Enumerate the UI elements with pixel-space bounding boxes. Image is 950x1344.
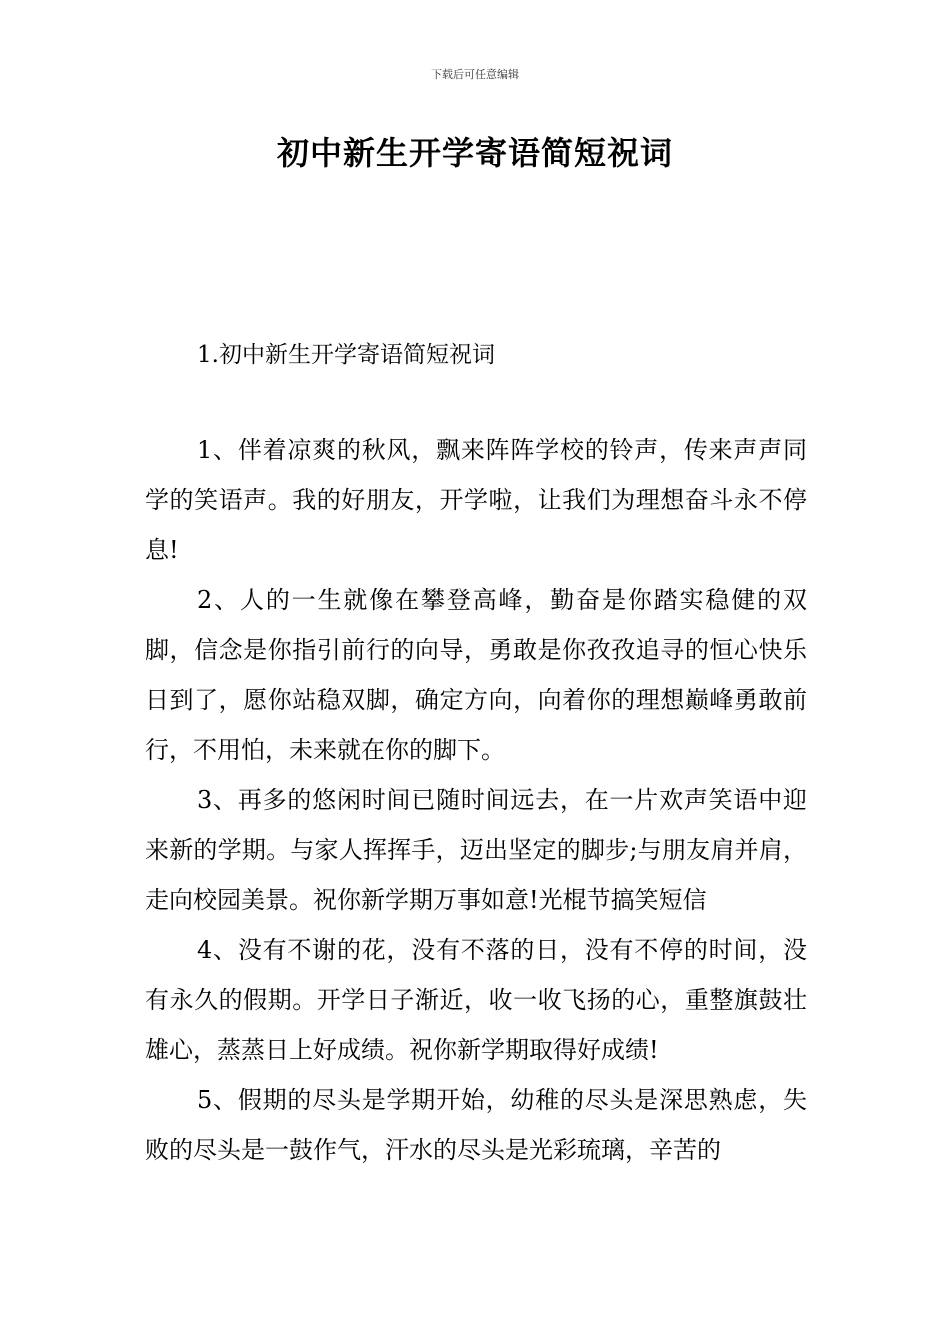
- header-note: 下载后可任意编辑: [431, 68, 519, 81]
- document-body: [145, 425, 807, 1175]
- paragraph-5: 5、假期的尽头是学期开始，幼稚的尽头是深思熟虑，失败的尽头是一鼓作气，汗水的尽头是光彩琉璃，辛苦的: [145, 1086, 807, 1164]
- paragraph-3: 3、再多的悠闲时间已随时间远去，在一片欢声笑语中迎来新的学期。与家人挥挥手，迈出坚定的脚步;与朋友肩并肩，走向校园美景。祝你新学期万事如意!光棍节搞笑短信: [145, 786, 807, 914]
- paragraph-2: 2、人的一生就像在攀登高峰，勤奋是你踏实稳健的双脚，信念是你指引前行的向导，勇敢是你孜孜追寻的恒心快乐日到了，愿你站稳双脚，确定方向，向着你的理想巅峰勇敢前行，不用怕，未来就在你的脚下。: [145, 586, 807, 764]
- paragraph-1: 1、伴着凉爽的秋风，飘来阵阵学校的铃声，传来声声同学的笑语声。我的好朋友，开学啦，让我们为理想奋斗永不停息!: [145, 436, 807, 564]
- document-title: 初中新生开学寄语简短祝词: [276, 134, 673, 172]
- paragraph-4: 4、没有不谢的花，没有不落的日，没有不停的时间，没有永久的假期。开学日子渐近，收一收飞扬的心，重整旗鼓壮雄心，蒸蒸日上好成绩。祝你新学期取得好成绩!: [145, 936, 807, 1064]
- section-heading: 1.初中新生开学寄语简短祝词: [197, 342, 495, 368]
